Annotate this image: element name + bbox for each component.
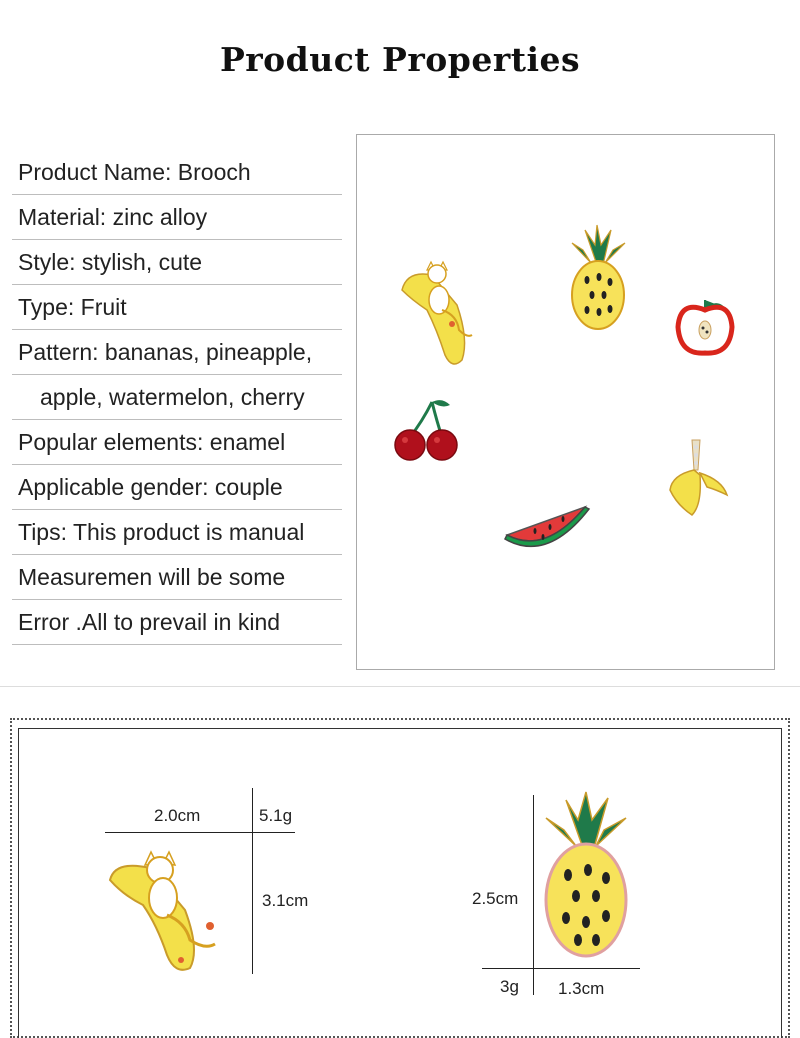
pineapple-width-label: 1.3cm [558, 979, 605, 998]
banana-weight-label: 5.1g [259, 806, 293, 825]
banana-width-line [105, 832, 295, 833]
property-pattern: Pattern: bananas, pineapple, [12, 330, 342, 375]
property-pattern-continued: apple, watermelon, cherry [12, 375, 342, 420]
property-type: Type: Fruit [12, 285, 342, 330]
pineapple-brooch-large [538, 790, 638, 965]
property-material: Material: zinc alloy [12, 195, 342, 240]
watermelon-brooch [505, 507, 589, 546]
banana-height-label: 3.1cm [262, 891, 309, 910]
cat-banana-brooch-large [105, 840, 250, 975]
page-title: Product Properties [219, 40, 581, 79]
banana-brooch [670, 440, 727, 515]
brooch-collection-image [357, 135, 776, 671]
property-style: Style: stylish, cute [12, 240, 342, 285]
section-divider [0, 686, 800, 687]
apple-brooch [678, 300, 732, 353]
cat-banana-brooch [402, 262, 472, 364]
banana-width-label: 2.0cm [154, 806, 201, 825]
property-list [12, 150, 342, 645]
product-photo [356, 134, 775, 670]
pineapple-height-line [533, 795, 534, 995]
property-product-name: Product Name: Brooch [12, 150, 342, 195]
pineapple-height-label: 2.5cm [472, 889, 519, 908]
property-error-note: Error .All to prevail in kind [12, 600, 342, 645]
property-gender: Applicable gender: couple [12, 465, 342, 510]
pineapple-brooch [572, 225, 625, 329]
cherry-brooch [395, 400, 457, 460]
pineapple-width-line [482, 968, 640, 969]
property-tips: Tips: This product is manual [12, 510, 342, 555]
banana-height-line [252, 788, 253, 974]
property-measurement-note: Measuremen will be some [12, 555, 342, 600]
pineapple-weight-label: 3g [500, 977, 519, 996]
property-popular-elements: Popular elements: enamel [12, 420, 342, 465]
